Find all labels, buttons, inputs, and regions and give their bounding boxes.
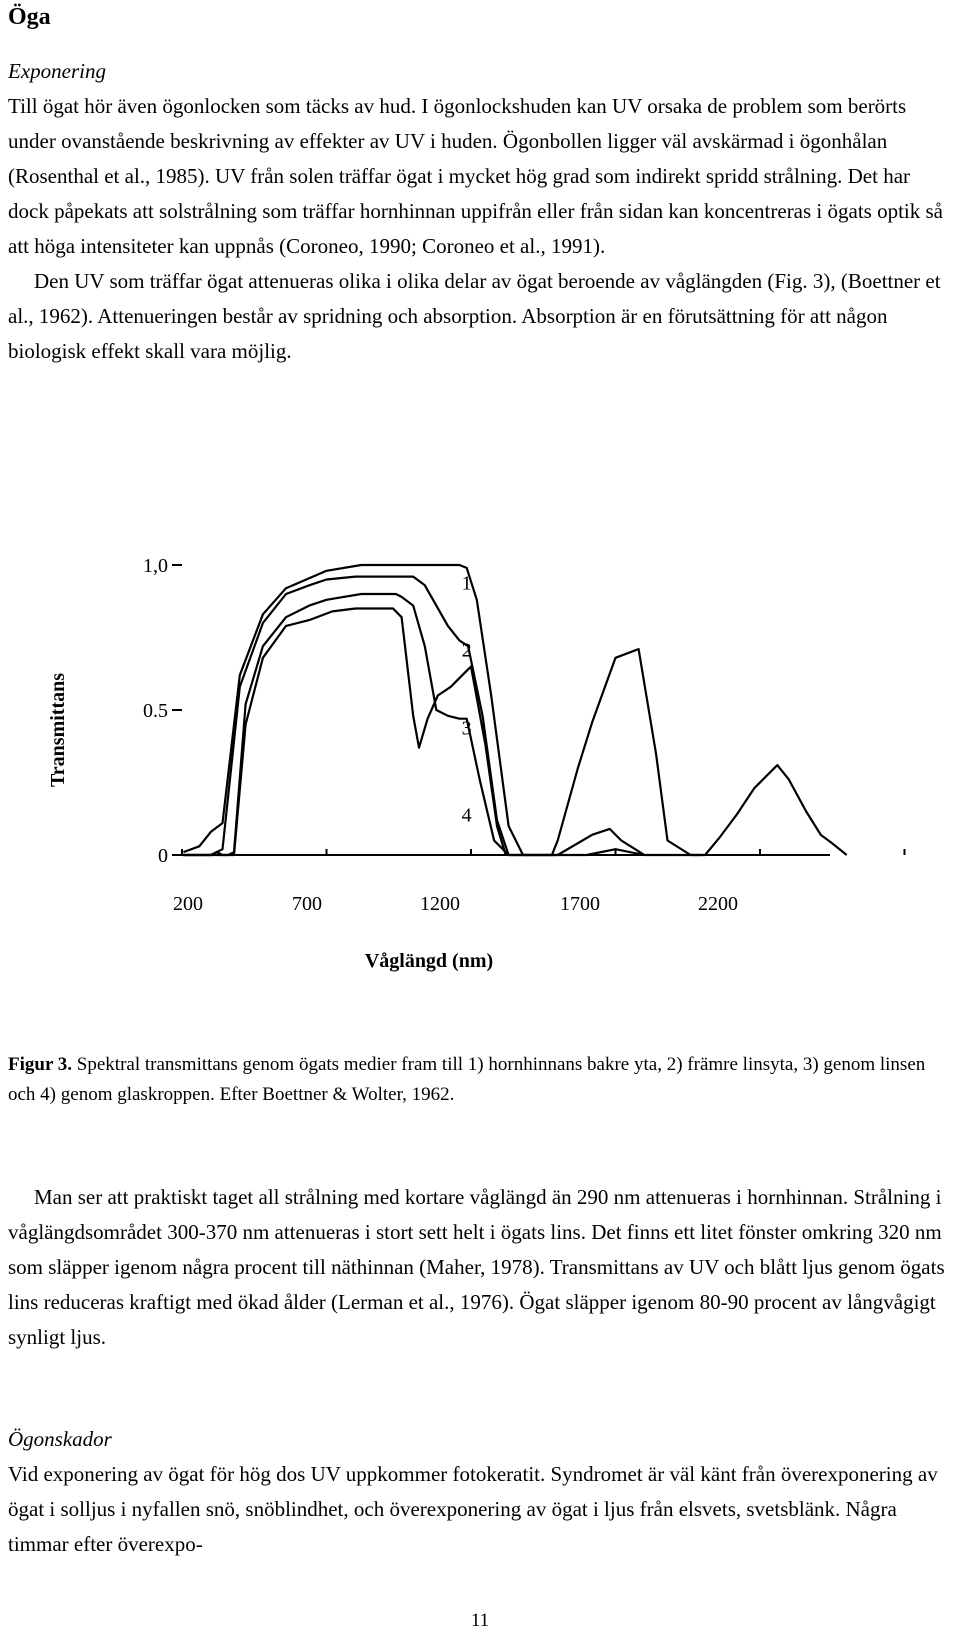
section-exponering bbox=[8, 54, 954, 369]
paragraph-4: Vid exponering av ögat för hög dos UV uppkommer fotokeratit. Syndromet är väl känt från överexponering av ögat i solljus i nyfallen snö, snöblindhet, och överexponering av ögat i ljus från elsvets, svetsblänk. Några timmar efter överexpo- bbox=[8, 1462, 938, 1556]
figure-caption-label: Figur 3. bbox=[8, 1054, 73, 1075]
x-tick-label: 200 bbox=[173, 893, 203, 915]
section-ogonskador bbox=[8, 1422, 954, 1562]
figure-caption bbox=[8, 1050, 954, 1110]
series-line-4 bbox=[183, 609, 505, 856]
curve-label-3: 3 bbox=[461, 717, 472, 740]
y-tick-label: 0 bbox=[158, 845, 168, 867]
curve-label-4: 4 bbox=[461, 804, 472, 827]
section-title-ogonskador: Ögonskador bbox=[8, 1427, 112, 1451]
x-tick-label: 700 bbox=[292, 893, 322, 915]
section-exponering-continued bbox=[8, 1180, 954, 1355]
x-tick-label: 1700 bbox=[560, 893, 600, 915]
y-tick-label: 1,0 bbox=[143, 555, 168, 577]
page-number: 11 bbox=[470, 1610, 490, 1631]
y-tick-label: 0.5 bbox=[143, 700, 168, 722]
section-title-exponering: Exponering bbox=[8, 59, 106, 83]
x-tick-label: 1200 bbox=[420, 893, 460, 915]
figure-caption-text: Spektral transmittans genom ögats medier fram till 1) hornhinnans bakre yta, 2) främre linsyta, 3) genom linsen och 4) genom glaskroppen. Efter Boettner & Wolter, 1962. bbox=[8, 1054, 926, 1105]
transmittance-chart bbox=[0, 530, 960, 980]
paragraph-2: Den UV som träffar ögat attenueras olika i olika delar av ögat beroende av våglängden (Fig. 3), (Boettner et al., 1962). Attenueringen består av spridning och absorption. Absorption är en förutsättning för att någon biologisk effekt skall vara möjlig. bbox=[8, 269, 941, 363]
curve-label-2: 2 bbox=[461, 639, 472, 662]
page-heading: Öga bbox=[8, 4, 51, 30]
paragraph-1: Till ögat hör även ögonlocken som täcks av hud. I ögonlockshuden kan UV orsaka de problem som berörts under ovanstående beskrivning av effekter av UV i huden. Ögonbollen ligger väl avskärmad i ögonhålan (Rosenthal et al., 1985). UV från solen träffar ögat i mycket hög grad som indirekt spridd strålning. Det har dock påpekats att solstrålning som träffar hornhinnan uppifrån eller från sidan kan koncentreras i ögats optik så att höga intensiteter kan uppnås (Coroneo, 1990; Coroneo et al., 1991). bbox=[8, 94, 944, 258]
y-axis-label: Transmittans bbox=[47, 672, 69, 788]
chart-labels bbox=[47, 555, 738, 972]
paragraph-3: Man ser att praktiskt taget all strålning med kortare våglängd än 290 nm attenueras i hornhinnan. Strålning i våglängdsområdet 300-370 nm attenueras i stort sett helt i ögats lins. Det finns ett litet fönster omkring 320 nm som släpper igenom några procent till näthinnan (Maher, 1978). Transmittans av UV och blått ljus genom ögats lins reduceras kraftigt med ökad ålder (Lerman et al., 1976). Ögat släpper igenom 80-90 procent av långvågigt synligt ljus. bbox=[8, 1185, 945, 1349]
series-line-1 bbox=[183, 565, 846, 855]
x-axis-label: Våglängd (nm) bbox=[364, 950, 494, 972]
curve-label-1: 1 bbox=[461, 572, 472, 595]
chart-series bbox=[183, 565, 846, 855]
x-tick-label: 2200 bbox=[698, 893, 738, 915]
chart-axes bbox=[172, 565, 905, 855]
